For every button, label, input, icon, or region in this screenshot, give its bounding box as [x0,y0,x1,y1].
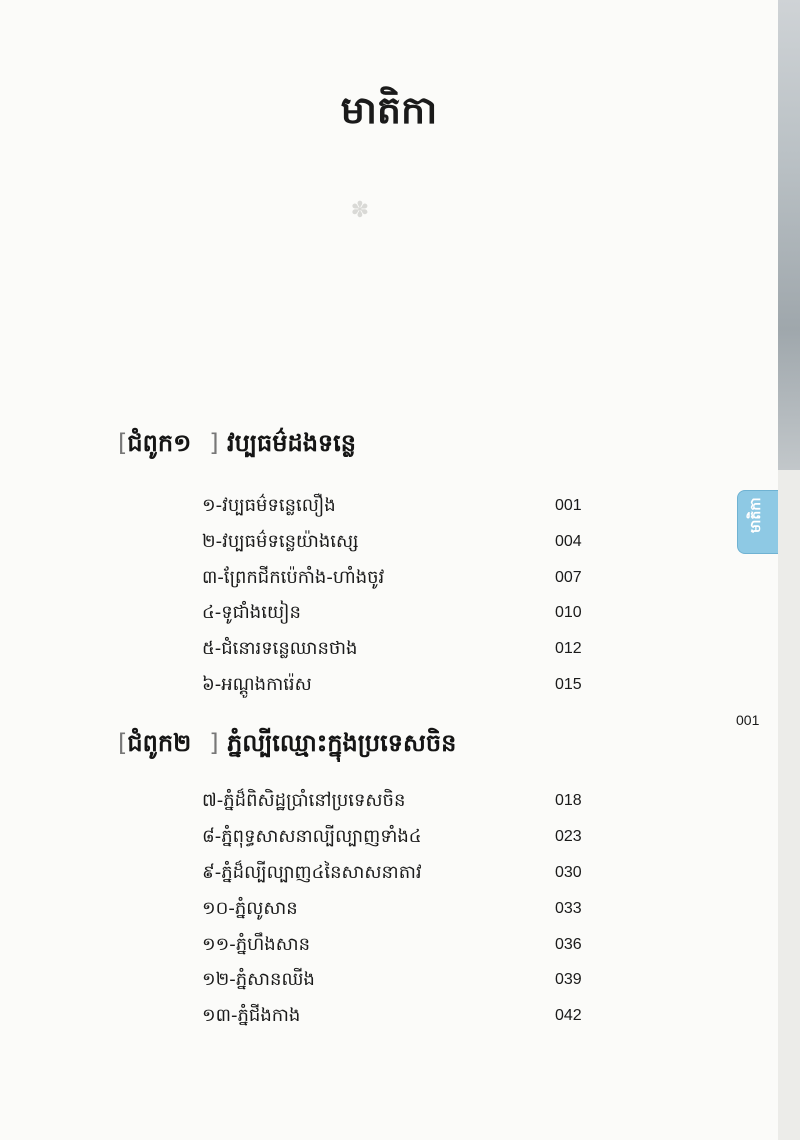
toc-entry[interactable] [0,896,778,926]
chapter-2-heading [118,728,456,763]
toc-entry-page: 007 [555,569,582,586]
toc-entry[interactable] [0,967,778,997]
toc-entry-page: 036 [555,936,582,953]
toc-entry-page: 012 [555,640,582,657]
chapter-1-title: វប្បធម៌ដងទន្លេ [226,429,357,457]
book-edge-photo [778,0,800,470]
toc-entry[interactable] [0,1003,778,1033]
bracket-right-icon: ] [209,429,219,457]
chapter-1-heading [118,428,356,463]
side-tab[interactable] [737,490,780,554]
book-edge [778,470,800,1140]
toc-entry[interactable] [0,565,778,595]
toc-entry-page: 018 [555,792,582,809]
toc-entry-title: ៨-ភ្នំពុទ្ធសាសនាល្បីល្បាញទាំង៤ [202,826,422,847]
toc-entry[interactable] [0,824,778,854]
toc-entry[interactable] [0,788,778,818]
toc-entry-page: 015 [555,676,582,693]
toc-entry-title: ៩-ភ្នំដ៏ល្បីល្បាញ៤នៃសាសនាតាវ [202,862,422,883]
toc-entry-page: 001 [555,497,582,514]
toc-entry-title: ៥-ជំនោរទន្លេឈានថាង [202,638,358,659]
toc-entry[interactable] [0,529,778,559]
toc-entry[interactable] [0,932,778,962]
toc-entry-page: 039 [555,971,582,988]
toc-entry-page: 010 [555,604,582,621]
toc-entry-title: ២-វប្បធម៌ទន្លេយ៉ាងសេ្ស [202,531,359,552]
chapter-2-label: ជំពូក២ [127,729,192,757]
toc-entry[interactable] [0,672,778,702]
toc-entry-page: 033 [555,900,582,917]
ornament-icon: ✽ [350,198,370,223]
toc-entry-title: ១១-ភ្នំហឹងសាន [202,934,311,955]
toc-entry-title: ៣-ព្រែកជីកប៉េកាំង-ហាំងចូវ [202,567,385,588]
toc-entry-title: ១-វប្បធម៌ទន្លេលឿង [202,495,336,516]
page-title: មាតិកា [340,88,438,132]
chapter-2-title: ភ្នំល្បីឈ្មោះក្នុងប្រទេសចិន [226,729,457,757]
bracket-left-icon: [ [118,429,128,457]
page-number: 001 [736,712,760,728]
toc-entry-title: ១០-ភ្នំលូសាន [202,898,298,919]
toc-entry[interactable] [0,636,778,666]
chapter-1-label: ជំពូក១ [127,429,192,457]
toc-entry[interactable] [0,493,778,523]
toc-entry-title: ៦-អណ្ដូងការ៉េស [202,674,312,695]
toc-entry-title: ១៣-ភ្នំជីងកាង [202,1005,301,1026]
bracket-right-icon: ] [209,729,219,757]
toc-entry-title: ៤-ទូជាំងយៀន [202,602,301,623]
toc-entry[interactable] [0,860,778,890]
toc-entry-page: 030 [555,864,582,881]
toc-entry-page: 042 [555,1007,582,1024]
toc-entry-page: 023 [555,828,582,845]
toc-entry[interactable] [0,600,778,630]
toc-entry-page: 004 [555,533,582,550]
side-tab-label: មាតិកា [748,497,764,533]
toc-entry-title: ៧-ភ្នំដ៏ពិសិដ្ឋប្រាំនៅប្រទេសចិន [202,790,406,811]
bracket-left-icon: [ [118,729,128,757]
toc-entry-title: ១២-ភ្នំសានឈីង [202,969,315,990]
